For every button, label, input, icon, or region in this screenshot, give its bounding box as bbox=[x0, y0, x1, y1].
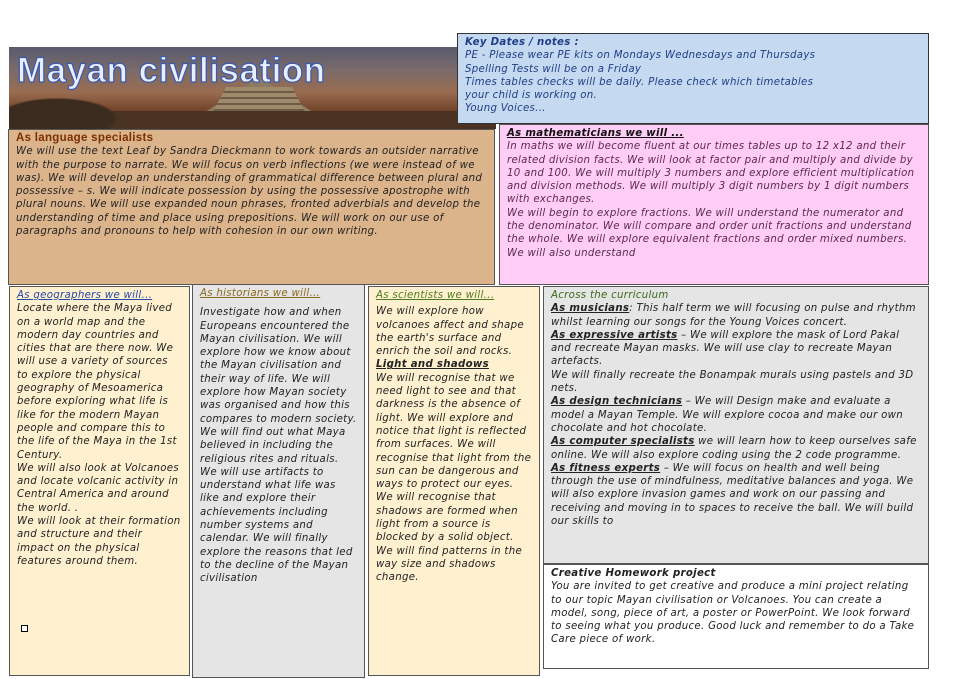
page-title: Mayan civilisation bbox=[17, 51, 326, 90]
curriculum-item-text: – We will Design make and evaluate a model a Mayan Temple. We will explore cocoa and make our own chocolate and hot chocolate. bbox=[551, 396, 904, 434]
curriculum-item-text: – We will explore the mask of Lord Pakal and recreate Mayan masks. We will use clay to recreate Mayan artefacts. bbox=[551, 329, 900, 368]
curriculum-item-label: As computer specialists bbox=[551, 436, 695, 448]
key-dates-line: Spelling Tests will be on a Friday bbox=[465, 63, 642, 75]
curriculum-item bbox=[551, 462, 921, 528]
curriculum-heading: Across the curriculum bbox=[551, 290, 669, 301]
maths-panel bbox=[499, 124, 929, 285]
curriculum-item-label: As expressive artists bbox=[551, 329, 678, 341]
curriculum-item-text: we will learn how to keep ourselves safe online. We will also explore coding using the 2 code programme. bbox=[551, 436, 917, 461]
maths-paragraph: We will begin to explore fractions. We will understand the numerator and the denominator. We will compare and order unit fractions and understand the whole. We will explore equivalent fractions and order mixed numbers. We will also understand bbox=[507, 207, 912, 259]
science-panel bbox=[368, 286, 540, 676]
homework-heading: Creative Homework project bbox=[551, 568, 716, 579]
science-paragraph: We will explore how volcanoes affect and shape the earth's surface and enrich the soil and rocks. bbox=[376, 306, 524, 358]
curriculum-item bbox=[551, 302, 921, 329]
key-dates-heading: Key Dates / notes : bbox=[465, 37, 579, 48]
curriculum-item bbox=[551, 395, 921, 435]
key-dates-line: your child is working on. bbox=[465, 90, 598, 102]
science-heading: As scientists we will... bbox=[376, 290, 495, 301]
history-panel bbox=[192, 284, 365, 678]
curriculum-item-label: As design technicians bbox=[551, 396, 683, 408]
science-paragraph: We will recognise that we need light to see and that darkness is the absence of light. We will explore and notice that light is reflected from surfaces. We will recognise that light from the sun can be dangerous and ways to protect our eyes. We will recognise that shadows are formed when light from a source is blocked by a solid object. We will find patterns in the way size and shadows change. bbox=[376, 372, 532, 584]
key-dates-panel bbox=[457, 33, 929, 124]
banner bbox=[9, 47, 496, 129]
geography-heading: As geographers we will... bbox=[17, 290, 153, 301]
curriculum-item-label: As musicians bbox=[551, 303, 630, 315]
tree-image bbox=[9, 94, 129, 129]
history-heading: As historians we will... bbox=[200, 288, 321, 299]
curriculum-item bbox=[551, 369, 921, 396]
english-heading: As language specialists bbox=[16, 132, 154, 144]
maths-heading: As mathematicians we will ... bbox=[507, 128, 684, 139]
curriculum-item-label: As fitness experts bbox=[551, 462, 661, 474]
curriculum-item-text: – We will focus on health and well being through the use of mindfulness, meditative balances and yoga. We will also explore invasion games and work on our passing and receiving and moving in to spaces to receive the ball. We will build our skills to bbox=[551, 462, 914, 528]
history-body: Investigate how and when Europeans encountered the Mayan civilisation. We will explore how we know about the Mayan civilisation and their way of life. We will explore how Mayan society was organised and how this compares to modern society. We will find out what Maya believed in including the religious rites and rituals. We will use artifacts to understand what life was like and explore their achievements including number systems and calendar. We will finally explore the reasons that led to the decline of the Mayan civilisation bbox=[200, 307, 357, 585]
curriculum-panel bbox=[543, 286, 929, 564]
curriculum-item bbox=[551, 435, 921, 462]
geography-paragraph: Locate where the Maya lived on a world map and the modern day countries and cities that are there now. We will use a variety of sources to explore the physical geography of Mesoamerica before exploring what life is like for the modern Mayan people and compare this to the life of the Maya in the 1st Century. bbox=[17, 303, 177, 461]
english-body: We will use the text Leaf by Sandra Dieckmann to work towards an outsider narrative with the purpose to narrate. We will focus on verb inflections (we were instead of we was). We will develop an understanding of grammatical difference between plural and possessive – s. We will indicate possession by using the possessive apostrophe with plural nouns. We will use expanded noun phrases, fronted adverbials and develop the understanding of time and place using prepositions. We will work on our use of paragraphs and pronouns to help with cohesion in our own writing. bbox=[16, 146, 483, 238]
curriculum-item-text: We will finally recreate the Bonampak murals using pastels and 3D nets. bbox=[551, 369, 914, 395]
homework-panel bbox=[543, 564, 929, 669]
key-dates-line: Times tables checks will be daily. Please check which timetables bbox=[465, 76, 814, 88]
checkbox-marker bbox=[21, 625, 28, 632]
maths-paragraph: In maths we will become fluent at our times tables up to 12 x12 and their related division facts. We will look at factor pair and multiply and divide by 10 and 100. We will multiply 3 numbers and explore efficient multiplication and division methods. We will multiply 3 digit numbers by 1 digit numbers with exchanges. bbox=[507, 141, 915, 206]
key-dates-line: Young Voices... bbox=[465, 103, 546, 115]
curriculum-item bbox=[551, 329, 921, 369]
geography-panel bbox=[9, 286, 190, 676]
key-dates-line: PE - Please wear PE kits on Mondays Wednesdays and Thursdays bbox=[465, 50, 816, 62]
english-panel bbox=[8, 129, 495, 285]
science-subheading: Light and shadows bbox=[376, 359, 489, 371]
curriculum-item-text: : This half term we will focusing on pulse and rhythm whilst learning our songs for the Young Voices concert. bbox=[551, 303, 916, 328]
geography-paragraph: We will also look at Volcanoes and locate volcanic activity in Central America and around the world. . bbox=[17, 462, 179, 514]
geography-paragraph: We will look at their formation and structure and their impact on the physical features around them. bbox=[17, 516, 181, 567]
homework-body: You are invited to get creative and produce a mini project relating to our topic Mayan civilisation or Volcanoes. You can create a model, song, piece of art, a poster or PowerPoint. We look forward to seeing what you produce. Good luck and remember to do a Take Care piece of work. bbox=[551, 581, 915, 646]
